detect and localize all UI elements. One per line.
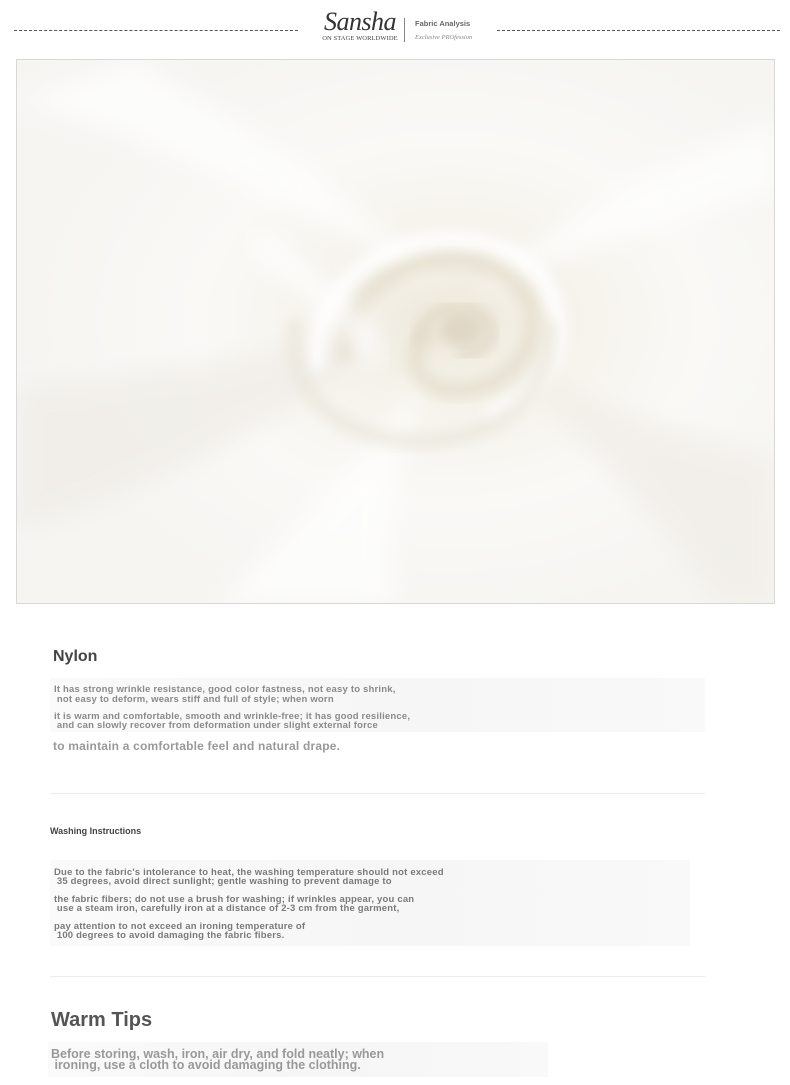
warm-tips-description <box>48 1042 548 1077</box>
nylon-heading: Nylon <box>53 648 98 665</box>
brand-separator <box>404 18 405 42</box>
warm-tips-heading: Warm Tips <box>51 1009 153 1031</box>
nylon-line-4: and can slowly recover from deformation under slight external force <box>54 720 379 731</box>
washing-description <box>50 860 690 946</box>
fabric-swirl-illustration <box>17 60 775 604</box>
washing-line-6: 100 degrees to avoid damaging the fabric fibers. <box>54 930 285 941</box>
header-divider-right <box>497 30 780 31</box>
warm-tips-line-1: Before storing, wash, iron, air dry, and fold neatly; when <box>51 1047 385 1061</box>
section-divider <box>50 976 705 977</box>
washing-line-4: use a steam iron, carefully iron at a distance of 2-3 cm from the garment, <box>54 903 400 914</box>
nylon-line-2: not easy to deform, wears stiff and full of style; when worn <box>54 694 334 705</box>
page-header <box>0 0 790 58</box>
washing-line-1: Due to the fabric's intolerance to heat, the washing temperature should not exceed <box>54 867 444 878</box>
washing-heading: Washing Instructions <box>50 826 142 836</box>
brand-logo <box>320 8 400 42</box>
washing-line-2: 35 degrees, avoid direct sunlight; gentle washing to prevent damage to <box>54 876 392 887</box>
warm-tips-line-2: ironing, use a cloth to avoid damaging the clothing. <box>51 1058 361 1072</box>
nylon-line-5: to maintain a comfortable feel and natural drape. <box>53 739 341 753</box>
nylon-description <box>50 678 705 732</box>
washing-line-5: pay attention to not exceed an ironing temperature of <box>54 921 306 932</box>
section-divider <box>50 793 705 794</box>
washing-line-3: the fabric fibers; do not use a brush for washing; if wrinkles appear, you can <box>54 894 415 905</box>
fabric-swirl-photo <box>16 59 775 604</box>
brand-name: Sansha <box>323 7 397 36</box>
section-label: Fabric Analysis <box>415 19 471 28</box>
brand-tagline: ON STAGE WORLDWIDE <box>322 35 398 42</box>
header-divider-left <box>14 30 298 31</box>
section-sublabel: Exclusive PROfession <box>415 34 473 41</box>
section-tag <box>415 19 472 41</box>
nylon-line-1: It has strong wrinkle resistance, good color fastness, not easy to shrink, <box>54 684 396 695</box>
nylon-line-3: it is warm and comfortable, smooth and wrinkle-free; it has good resilience, <box>54 711 411 722</box>
